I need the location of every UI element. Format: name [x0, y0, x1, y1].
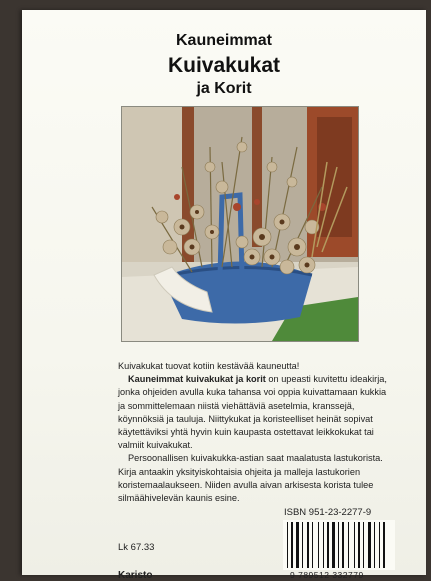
barcode [283, 520, 395, 570]
barcode-number: 9 789512 332779 [290, 570, 364, 580]
publisher-logo: Karisto [118, 570, 153, 581]
isbn: ISBN 951-23-2277-9 [284, 507, 372, 518]
blurb-book-title: Kauneimmat kuivakukat ja korit [128, 374, 266, 385]
blurb-paragraph-1: Kuivakukat tuovat kotiin kestävää kauneutta! [118, 361, 300, 371]
dried-flowers-illustration [122, 107, 358, 341]
title-line-3: ja Korit [196, 80, 252, 97]
blurb-paragraph-2-text: on upeasti kuvitettu ideakirja, jonka ohjeiden avulla kuka tahansa voi oppia kuivattamaan kukkia ja sommittelemaan niistä viehättäviä asetelmia, kranssejä, köynnöksiä ja tauluja. Niittykukat ja koristeelliset heinät sopivat käytettäviksi yhtä hyvin kuin kaupasta ostettavat leikkokukat tai valmiit kuivakukat. [118, 374, 387, 451]
blurb-paragraph-3: Persoonallisen kuivakukka-astian saat maalatusta lastukorista. Kirja antaakin yksityiskohtaisia ohjeita ja malleja lastukorien koristemaalaukseen. Niiden avulla aivan arkisesta korista tulee silmäähivelevän kaunis esine. [118, 453, 383, 504]
title-line-1: Kauneimmat [175, 32, 273, 49]
cover-photo-basket-of-dried-flowers [121, 106, 359, 342]
blurb-paragraph-2 [118, 373, 394, 452]
price-code: Lk 67.33 [118, 542, 155, 553]
book-back-cover [22, 10, 426, 581]
title-line-2: Kuivakukat [167, 54, 281, 77]
description-text [118, 360, 394, 505]
